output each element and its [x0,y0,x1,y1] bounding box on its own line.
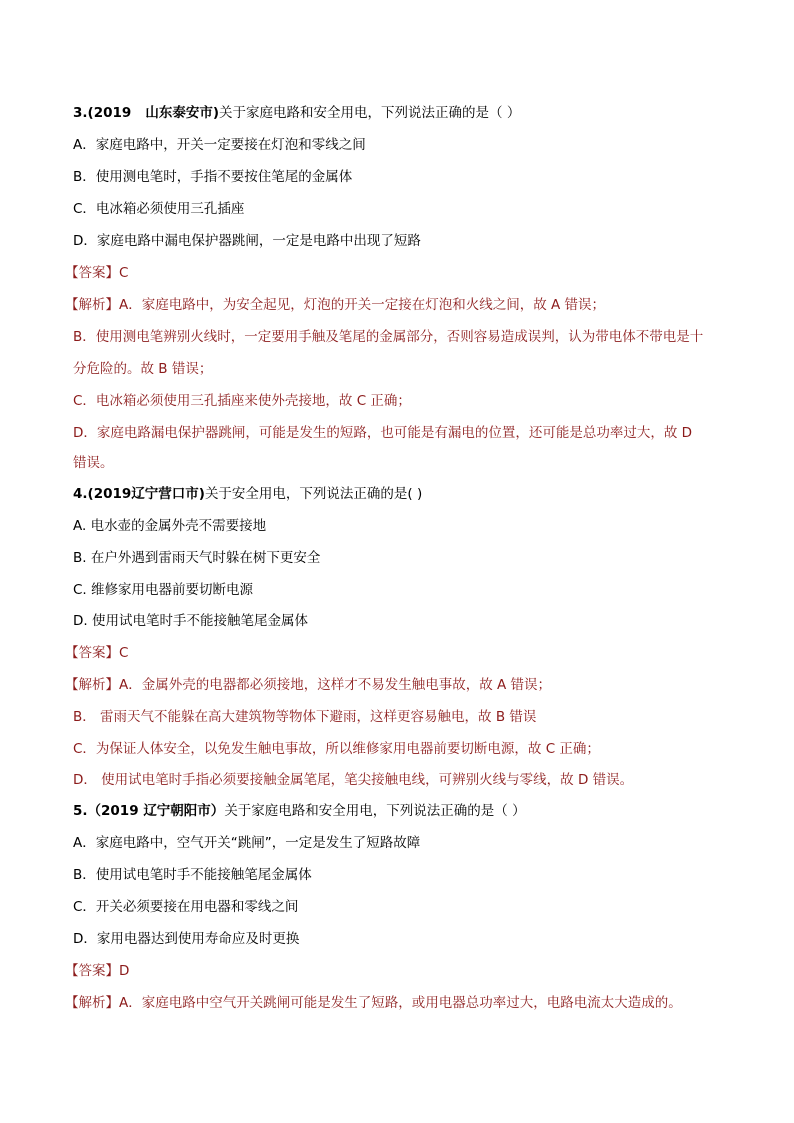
question-3-option-d: D．家庭电路中漏电保护器跳闸，一定是电路中出现了短路 [73,233,421,249]
answer-tag: 【答案】 [65,645,119,661]
question-4-answer [65,645,754,661]
analysis-tag: 【解析】 [65,677,119,693]
answer-value: C [119,645,129,661]
question-5-number: 5.（2019 [73,803,139,819]
question-5-option-d: D．家用电器达到使用寿命应及时更换 [73,931,300,947]
question-4-analysis-line: D． 使用试电笔时手指必须要接触金属笔尾，笔尖接触电线，可辨别火线与零线，故 D 错误。 [73,772,634,788]
question-4-analysis-line: C．为保证人体安全，以免发生触电事故，所以维修家用电器前要切断电源，故 C 正确； [73,741,600,757]
question-4-analysis-line [65,677,754,693]
question-3-analysis-line [65,297,754,313]
question-4-option-c: C. 维修家用电器前要切断电源 [73,582,254,598]
question-3-analysis-line: C．电冰箱必须使用三孔插座来使外壳接地，故 C 正确； [73,393,411,409]
analysis-tag: 【解析】 [65,995,119,1011]
question-3-option-a: A．家庭电路中，开关一定要接在灯泡和零线之间 [73,137,366,153]
answer-value: C [119,265,129,281]
question-4-text: 关于安全用电，下列说法正确的是( ) [204,486,423,502]
question-4-source: 辽宁营口市) [131,486,205,502]
question-3-source: 山东泰安市) [145,105,220,121]
answer-tag: 【答案】 [65,265,119,281]
question-5-analysis-line [65,995,754,1011]
question-5-source: 辽宁朝阳市） [143,803,225,819]
question-3-text: 关于家庭电路和安全用电，下列说法正确的是（ ） [219,105,521,121]
question-3-analysis-line: 错误。 [73,455,114,471]
question-5-text: 关于家庭电路和安全用电，下列说法正确的是（ ） [224,803,526,819]
question-5-option-b: B．使用试电笔时手不能接触笔尾金属体 [73,867,312,883]
question-3-analysis-line: B．使用测电笔辨别火线时，一定要用手触及笔尾的金属部分，否则容易造成误判，认为带电体不带电是十 [73,329,704,345]
question-3-analysis-line: 分危险的。故 B 错误； [73,361,213,377]
question-3-analysis-line: D．家庭电路漏电保护器跳闸，可能是发生的短路，也可能是有漏电的位置，还可能是总功率过大，故 D [73,425,693,441]
answer-value: D [119,963,130,979]
question-3-answer [65,265,754,281]
question-5-answer [65,963,754,979]
question-4-option-a: A. 电水壶的金属外壳不需要接地 [73,518,267,534]
analysis-tag: 【解析】 [65,297,119,313]
analysis-text: A．家庭电路中空气开关跳闸可能是发生了短路，或用电器总功率过大，电路电流太大造成的。 [119,995,682,1011]
question-5-option-c: C．开关必须要接在用电器和零线之间 [73,899,299,915]
question-4-option-b: B. 在户外遇到雷雨天气时躲在树下更安全 [73,550,321,566]
question-4-number: 4.(2019 [73,486,132,502]
question-3-stem [73,105,754,121]
question-4-stem [73,486,754,502]
question-4-analysis-line: B． 雷雨天气不能躲在高大建筑物等物体下避雨，这样更容易触电，故 B 错误 [73,709,537,725]
question-3-number: 3.(2019 [73,105,132,121]
question-3-option-b: B．使用测电笔时，手指不要按住笔尾的金属体 [73,169,353,185]
analysis-text: A．家庭电路中，为安全起见，灯泡的开关一定接在灯泡和火线之间，故 A 错误； [119,297,606,313]
question-3-option-c: C．电冰箱必须使用三孔插座 [73,201,245,217]
question-5-stem [73,803,754,819]
question-5-option-a: A．家庭电路中，空气开关“跳闸”，一定是发生了短路故障 [73,835,421,851]
answer-tag: 【答案】 [65,963,119,979]
analysis-text: A．金属外壳的电器都必须接地，这样才不易发生触电事故，故 A 错误； [119,677,552,693]
question-4-option-d: D. 使用试电笔时手不能接触笔尾金属体 [73,613,308,629]
